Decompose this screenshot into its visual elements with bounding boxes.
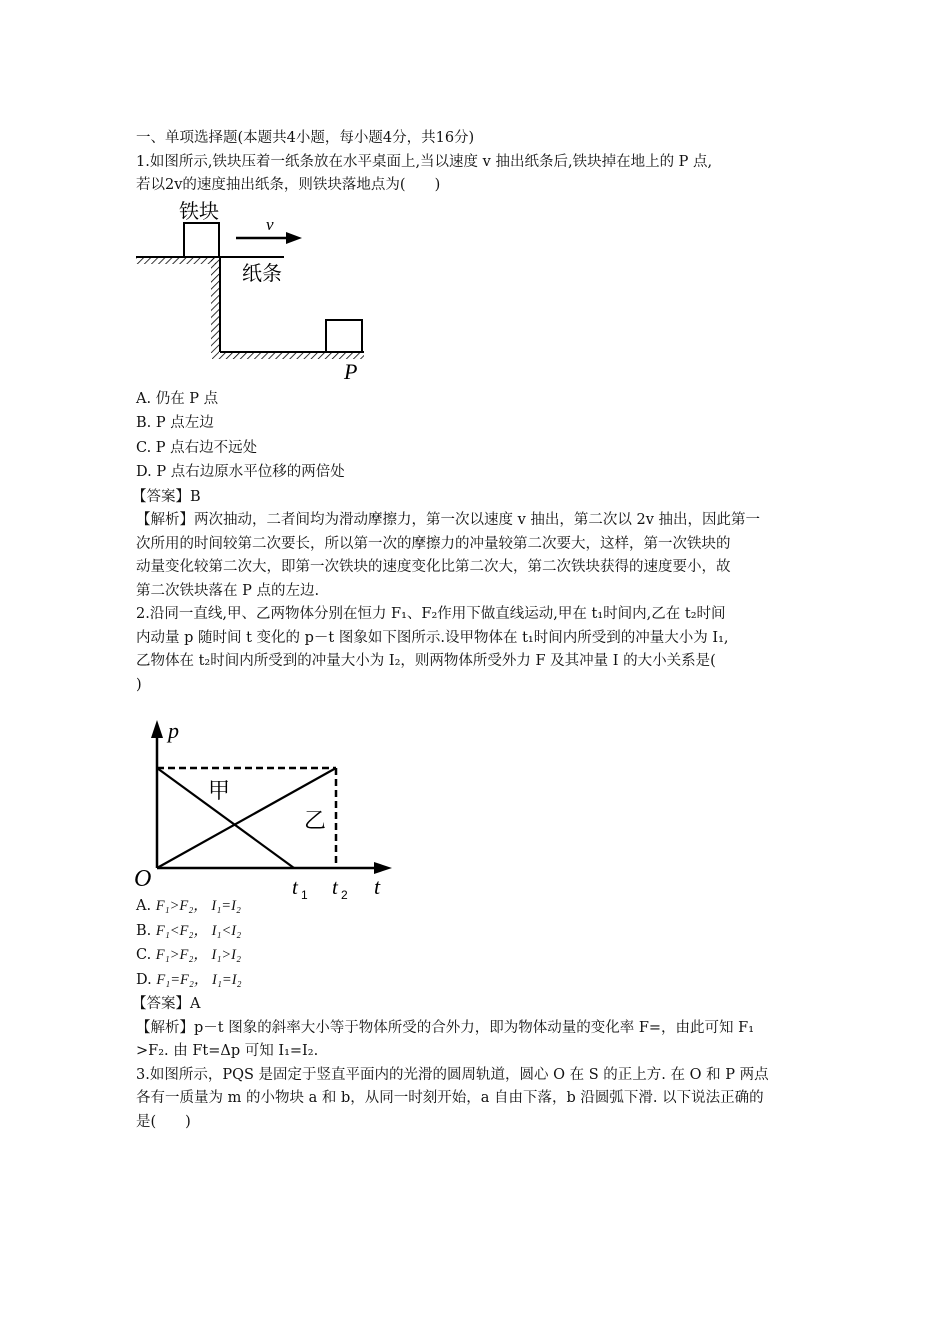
q1-stem-line-1: 1.如图所示,铁块压着一纸条放在水平桌面上,当以速度 v 抽出纸条后,铁块掉在地上的 P 点, bbox=[136, 153, 713, 170]
y-axis-arrow-icon bbox=[151, 720, 163, 738]
q3-stem-line-2: 各有一质量为 m 的小物块 a 和 b，从同一时刻开始，a 自由下落，b 沿圆弧下滑. 以下说法正确的 bbox=[136, 1090, 764, 1106]
x-axis-arrow-icon bbox=[374, 862, 392, 874]
q2-analysis-line-2: >F₂. 由 Ft=Δp 可知 I₁=I₂. bbox=[136, 1043, 319, 1059]
q2-option-a: A. F₁>F₂， I₁=I₂ bbox=[136, 898, 241, 914]
q2-stem-line-1: 2.沿同一直线,甲、乙两物体分别在恒力 F₁、F₂作用下做直线运动,甲在 t₁时间内,乙在 t₂时间 bbox=[136, 606, 726, 622]
floor-hatch bbox=[212, 353, 364, 359]
label-paper-strip: 纸条 bbox=[242, 261, 282, 285]
table-hatch bbox=[136, 258, 216, 264]
q1-option-d: D. P 点右边原水平位移的两倍处 bbox=[136, 464, 345, 480]
q2-stem-line-2: 内动量 p 随时间 t 变化的 p－t 图象如下图所示.设甲物体在 t₁时间内所受到的冲量大小为 I₁, bbox=[136, 629, 729, 646]
label-yi: 乙 bbox=[304, 809, 327, 834]
label-iron-block: 铁块 bbox=[179, 199, 219, 223]
analysis-label: 【解析】 bbox=[136, 1019, 194, 1036]
q1-answer: 【答案】B bbox=[132, 488, 201, 505]
q1-analysis-line-4: 第二次铁块落在 P 点的左边. bbox=[136, 582, 320, 599]
q3-stem-line-3: 是( ) bbox=[136, 1113, 191, 1130]
label-origin: O bbox=[134, 866, 152, 892]
q2-option-b: B. F₁<F₂， I₁<I₂ bbox=[136, 922, 242, 939]
label-p-axis: p bbox=[168, 718, 179, 743]
label-t1-sub: 1 bbox=[301, 888, 308, 902]
label-v: v bbox=[266, 215, 274, 234]
q2-analysis-line-1: 【解析】p－t 图象的斜率大小等于物体所受的合外力，即为物体动量的变化率 F=，由此可知 F₁ bbox=[136, 1019, 755, 1036]
q2-figure-p-t-graph bbox=[134, 718, 396, 904]
iron-block bbox=[184, 223, 219, 257]
q2-answer: 【答案】A bbox=[132, 996, 201, 1012]
q2-option-d: D. F₁=F₂， I₁=I₂ bbox=[136, 971, 242, 988]
q1-option-b: B. P 点左边 bbox=[136, 415, 214, 431]
label-t-axis: t bbox=[374, 874, 381, 899]
section-header: 一、单项选择题(本题共4小题，每小题4分，共16分) bbox=[136, 130, 475, 146]
q1-analysis-line-3: 动量变化较第二次大，即第一次铁块的速度变化比第二次大，第二次铁块获得的速度要小，故 bbox=[136, 559, 731, 575]
q3-stem-line-1: 3.如图所示，PQS 是固定于竖直平面内的光滑的圆周轨道，圆心 O 在 S 的正上方. 在 O 和 P 两点 bbox=[136, 1066, 769, 1083]
q2-option-c: C. F₁>F₂， I₁>I₂ bbox=[136, 947, 242, 963]
analysis-label: 【解析】 bbox=[136, 512, 194, 528]
q1-analysis-line-2: 次所用的时间较第二次要长，所以第一次的摩擦力的冲量较第二次要大，这样，第一次铁块的 bbox=[136, 535, 731, 552]
label-t2-sub: 2 bbox=[341, 888, 348, 902]
label-jia: 甲 bbox=[208, 779, 231, 804]
q2-stem-line-4: ) bbox=[136, 676, 142, 693]
q1-option-c: C. P 点右边不远处 bbox=[136, 439, 258, 456]
q1-stem-line-2: 若以2v的速度抽出纸条，则铁块落地点为( ) bbox=[136, 177, 441, 193]
wall-hatch bbox=[211, 258, 219, 353]
arrow-head-icon bbox=[286, 232, 302, 244]
q1-analysis-line-1: 【解析】两次抽动，二者间均为滑动摩擦力，第一次以速度 v 抽出，第二次以 2v 抽出，因此第一 bbox=[136, 512, 761, 528]
q2-stem-line-3: 乙物体在 t₂时间内所受到的冲量大小为 I₂，则两物体所受外力 F 及其冲量 I 的大小关系是( bbox=[136, 653, 716, 669]
label-P: P bbox=[344, 359, 358, 384]
label-t2: t bbox=[332, 875, 338, 899]
landed-block bbox=[326, 320, 362, 352]
q1-figure-table-block bbox=[134, 196, 374, 386]
q1-option-a: A. 仍在 P 点 bbox=[136, 390, 219, 407]
label-t1: t bbox=[292, 875, 298, 899]
